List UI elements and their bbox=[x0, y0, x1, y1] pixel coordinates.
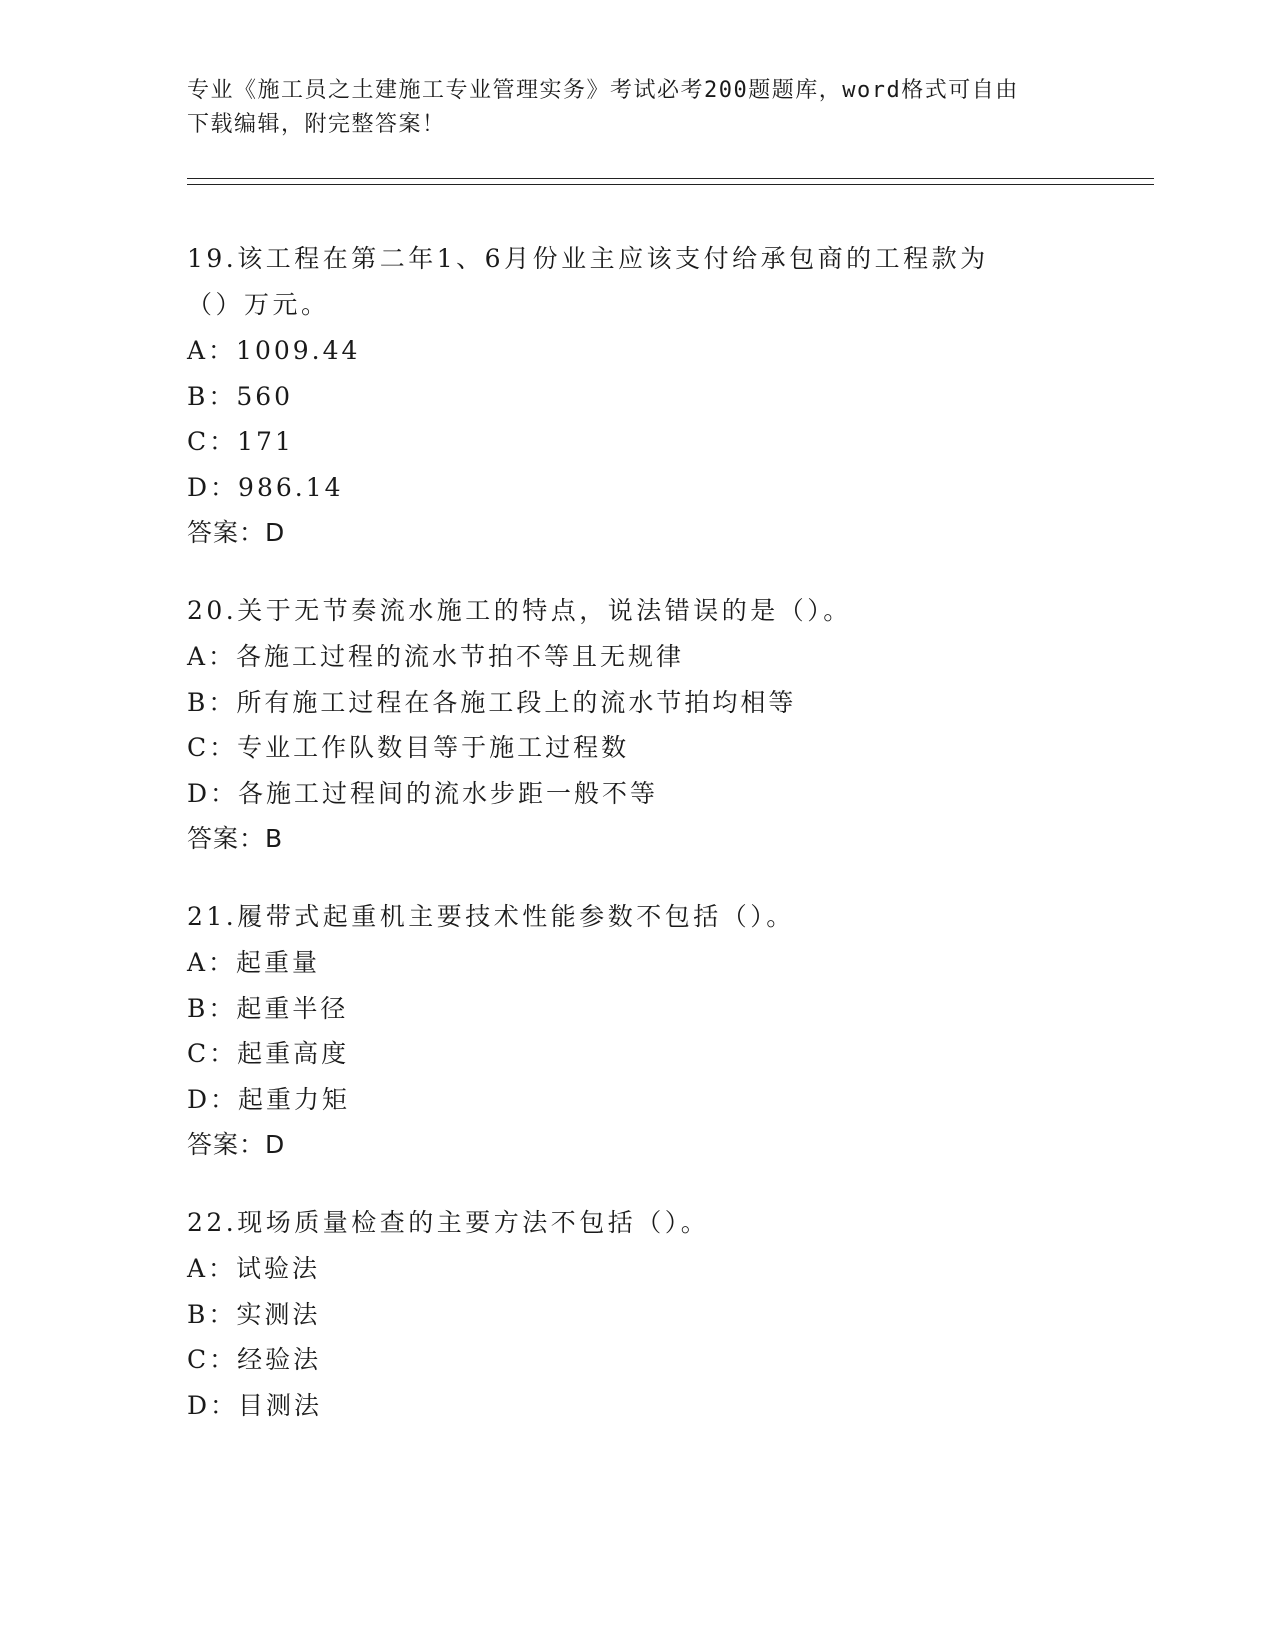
header-line-1: 专业《施工员之土建施工专业管理实务》考试必考200题题库，word格式可自由 bbox=[187, 78, 1019, 103]
option-c: C：专业工作队数目等于施工过程数 bbox=[187, 733, 630, 762]
question-22 bbox=[187, 1200, 1087, 1428]
option-c: C：171 bbox=[187, 427, 294, 456]
question-20 bbox=[187, 588, 1087, 862]
question-stem: 21.履带式起重机主要技术性能参数不包括（）。 bbox=[187, 902, 795, 931]
answer-label: 答案：B bbox=[187, 824, 284, 853]
option-d: D：目测法 bbox=[187, 1390, 323, 1420]
option-a: A：各施工过程的流水节拍不等且无规律 bbox=[187, 642, 685, 671]
option-a: A：1009.44 bbox=[187, 336, 361, 365]
header-divider bbox=[187, 178, 1154, 185]
document-header bbox=[187, 74, 1087, 142]
option-c: C：经验法 bbox=[187, 1345, 322, 1374]
option-b: B：560 bbox=[187, 381, 294, 411]
option-d: D：起重力矩 bbox=[187, 1084, 351, 1114]
option-c: C：起重高度 bbox=[187, 1039, 350, 1068]
option-b: B：实测法 bbox=[187, 1299, 321, 1329]
header-line-2: 下载编辑，附完整答案！ bbox=[187, 112, 446, 137]
option-a: A：起重量 bbox=[187, 948, 321, 977]
question-21 bbox=[187, 894, 1087, 1168]
answer-label: 答案：D bbox=[187, 1130, 286, 1159]
answer-label: 答案：D bbox=[187, 518, 286, 547]
option-b: B：所有施工过程在各施工段上的流水节拍均相等 bbox=[187, 687, 797, 717]
question-stem: 20.关于无节奏流水施工的特点，说法错误的是（）。 bbox=[187, 596, 852, 625]
question-19 bbox=[187, 236, 1087, 556]
question-stem: 22.现场质量检查的主要方法不包括（）。 bbox=[187, 1208, 710, 1237]
option-a: A：试验法 bbox=[187, 1254, 321, 1283]
question-list bbox=[187, 236, 1087, 1460]
option-d: D：986.14 bbox=[187, 472, 344, 502]
question-stem: 19.该工程在第二年1、6月份业主应该支付给承包商的工程款为（）万元。 bbox=[187, 244, 989, 319]
option-b: B：起重半径 bbox=[187, 993, 349, 1023]
option-d: D：各施工过程间的流水步距一般不等 bbox=[187, 778, 659, 808]
